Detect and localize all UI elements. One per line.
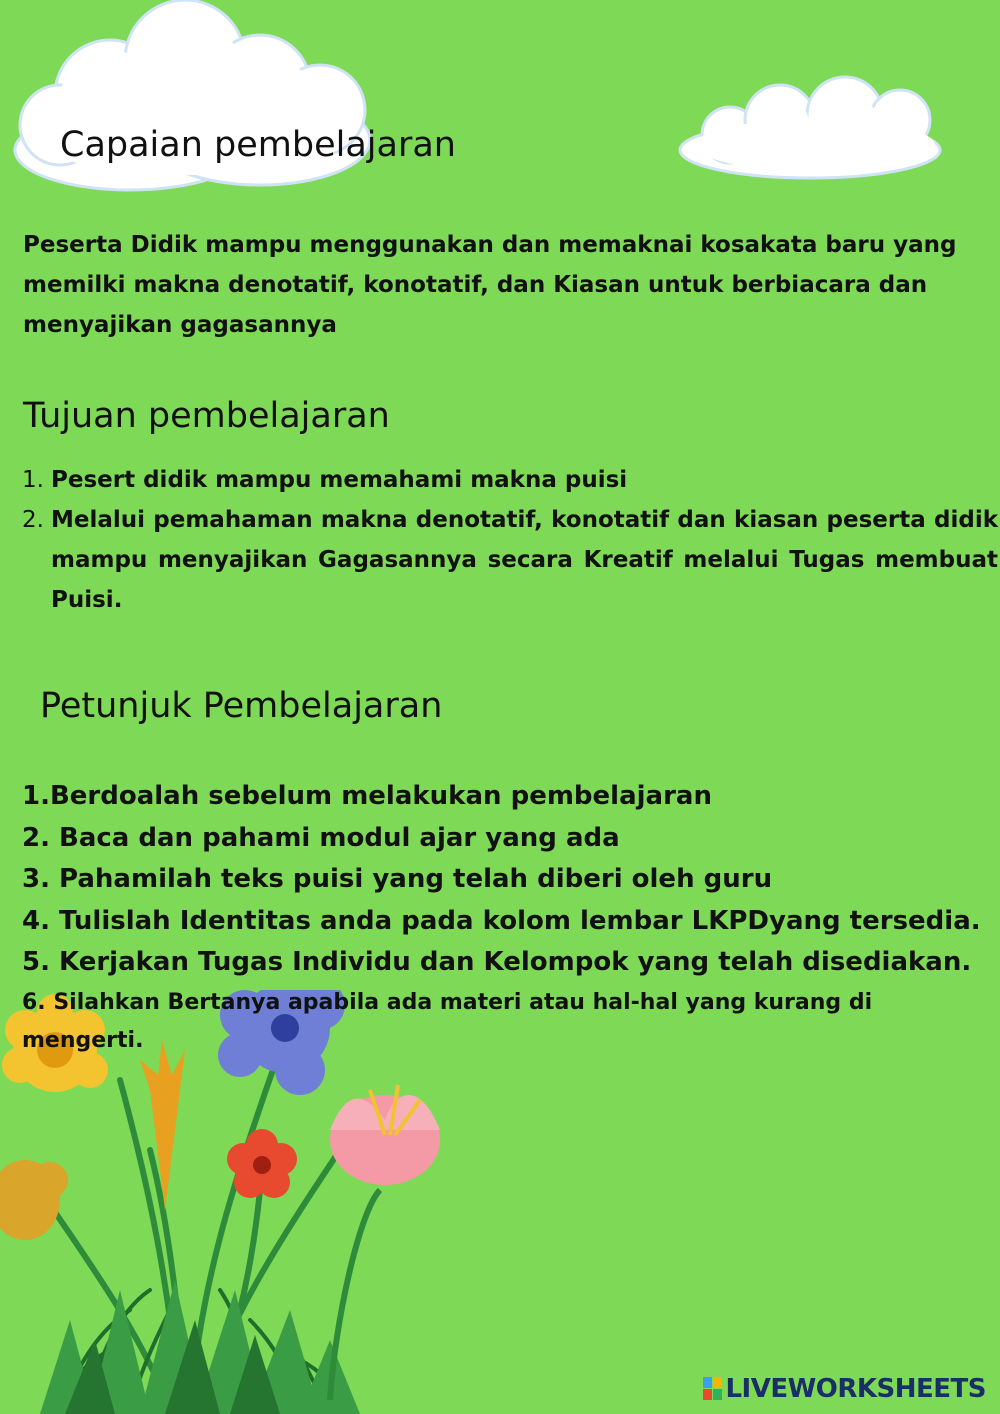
tujuan-list xyxy=(22,460,998,620)
step-item: 1.Berdoalah sebelum melakukan pembelajaran xyxy=(22,781,712,811)
step-item: 3. Pahamilah teks puisi yang telah diberi oleh guru xyxy=(22,864,773,894)
step-item: 2. Baca dan pahami modul ajar yang ada xyxy=(22,822,620,853)
liveworksheets-logo[interactable] xyxy=(703,1374,986,1404)
cloud-small-icon xyxy=(670,75,960,185)
capaian-heading: Capaian pembelajaran xyxy=(60,125,456,165)
tujuan-heading: Tujuan pembelajaran xyxy=(23,396,390,436)
brand-name: LIVEWORKSHEETS xyxy=(725,1374,986,1404)
petunjuk-heading: Petunjuk Pembelajaran xyxy=(40,686,443,726)
list-item xyxy=(22,460,998,500)
capaian-body: Peserta Didik mampu menggunakan dan memaknai kosakata baru yang memilki makna denotatif, konotatif, dan Kiasan untuk berbiacara dan menyajikan gagasannya xyxy=(23,232,957,338)
petunjuk-steps xyxy=(22,776,982,1060)
step-item: 6. Silahkan Bertanya apabila ada materi atau hal-hal yang kurang di mengerti. xyxy=(22,989,873,1053)
cloud-large-icon xyxy=(0,0,380,200)
list-number: 1. xyxy=(22,467,44,493)
list-item xyxy=(22,500,998,620)
list-text: Melalui pemahaman makna denotatif, konotatif dan kiasan peserta didik mampu menyajikan Gagasannya secara Kreatif melalui Tugas membuat Puisi. xyxy=(51,507,998,613)
liveworksheets-logo-icon xyxy=(703,1377,723,1401)
list-number: 2. xyxy=(22,507,44,533)
step-item: 5. Kerjakan Tugas Individu dan Kelompok yang telah disediakan. xyxy=(22,947,972,977)
list-text: Pesert didik mampu memahami makna puisi xyxy=(51,467,628,493)
step-item: 4. Tulislah Identitas anda pada kolom lembar LKPDyang tersedia. xyxy=(22,905,981,936)
